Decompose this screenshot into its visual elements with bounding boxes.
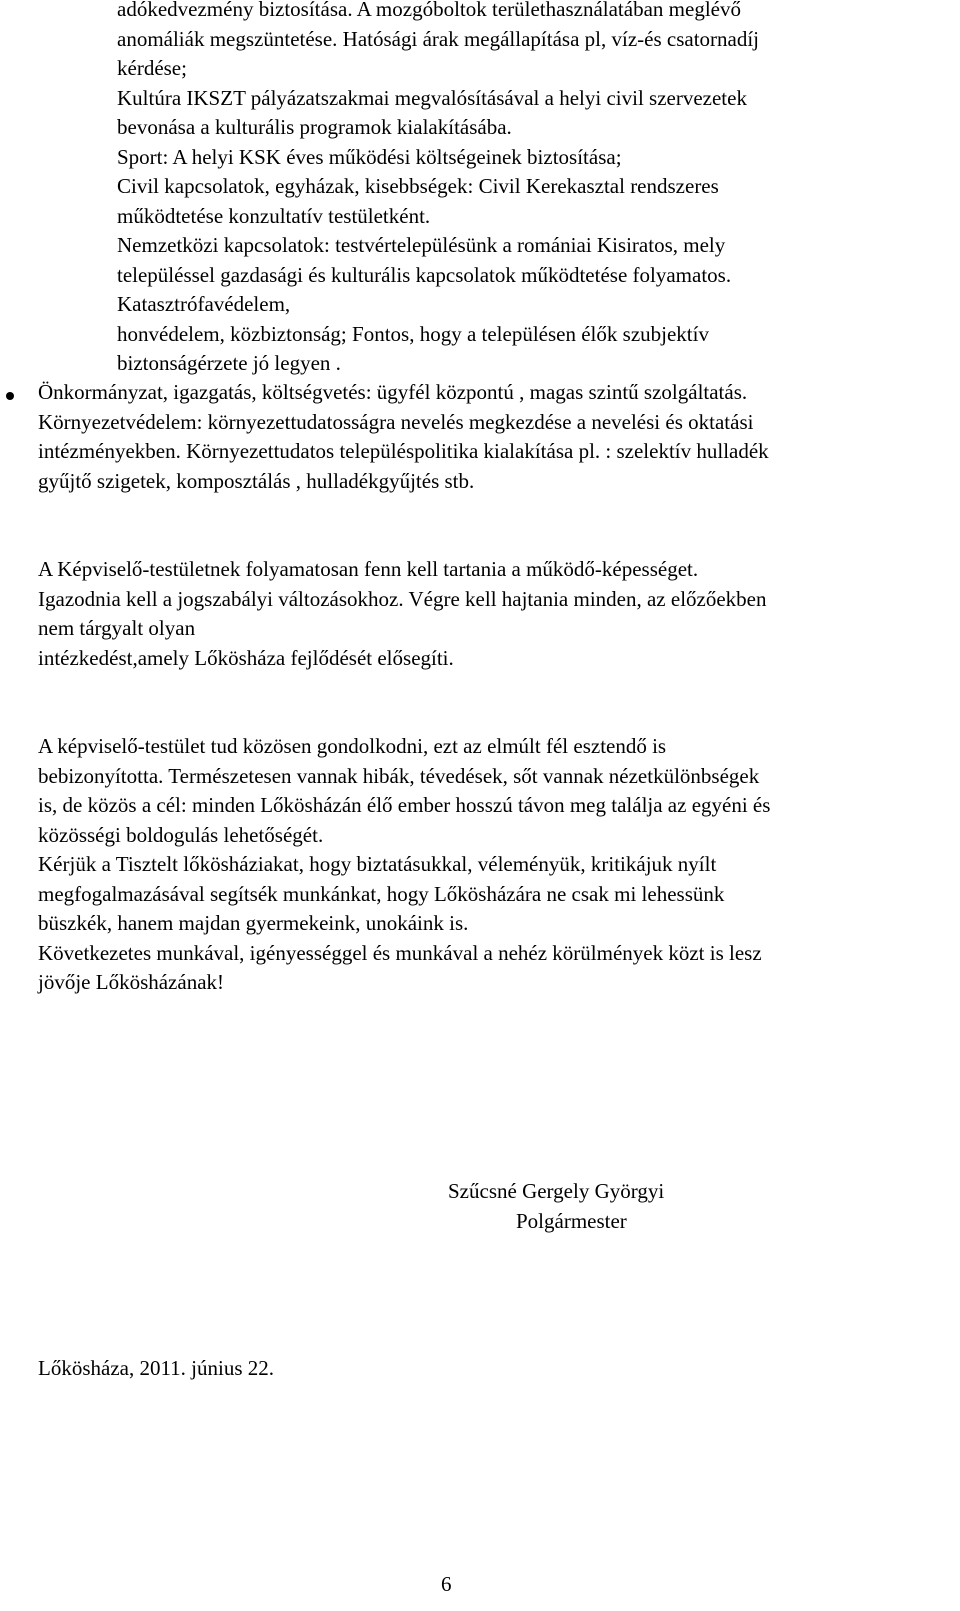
text-line: megfogalmazásával segítsék munkánkat, hogy Lőkösházára ne csak mi lehessünk bbox=[38, 882, 725, 906]
text-line: Katasztrófavédelem, bbox=[117, 292, 291, 316]
text-line: gyűjtő szigetek, komposztálás , hulladékgyűjtés stb. bbox=[38, 469, 475, 493]
text-line: nem tárgyalt olyan bbox=[38, 616, 196, 640]
text-line: anomáliák megszüntetése. Hatósági árak megállapítása pl, víz-és csatornadíj bbox=[117, 27, 760, 51]
text-line: Környezetvédelem: környezettudatosságra nevelés megkezdése a nevelési és oktatási bbox=[38, 410, 754, 434]
text-line: Igazodnia kell a jogszabályi változásokhoz. Végre kell hajtania minden, az előzőekben bbox=[38, 587, 767, 611]
place-date: Lőkösháza, 2011. június 22. bbox=[38, 1356, 275, 1380]
text-line: Következetes munkával, igényességgel és munkával a nehéz körülmények közt is lesz bbox=[38, 941, 762, 965]
text-line: is, de közös a cél: minden Lőkösházán élő ember hosszú távon meg találja az egyéni és bbox=[38, 793, 771, 817]
text-line: A Képviselő-testületnek folyamatosan fenn kell tartania a működő-képességet. bbox=[38, 557, 699, 581]
text-line: adókedvezmény biztosítása. A mozgóboltok területhasználatában meglévő bbox=[117, 0, 741, 21]
text-line: kérdése; bbox=[117, 56, 187, 80]
text-line: Kérjük a Tisztelt lőkösháziakat, hogy biztatásukkal, véleményük, kritikájuk nyílt bbox=[38, 852, 717, 876]
text-line: Kultúra IKSZT pályázatszakmai megvalósításával a helyi civil szervezetek bbox=[117, 86, 747, 110]
text-line: településsel gazdasági és kulturális kapcsolatok működtetése folyamatos. bbox=[117, 263, 732, 287]
text-line: Civil kapcsolatok, egyházak, kisebbségek: Civil Kerekasztal rendszeres bbox=[117, 174, 719, 198]
signatory-name: Szűcsné Gergely Györgyi bbox=[448, 1179, 665, 1203]
text-line: biztonságérzete jó legyen . bbox=[117, 351, 341, 375]
text-line: közösségi boldogulás lehetőségét. bbox=[38, 823, 324, 847]
text-line: működtetése konzultatív testületként. bbox=[117, 204, 431, 228]
text-line: A képviselő-testület tud közösen gondolkodni, ezt az elmúlt fél esztendő is bbox=[38, 734, 667, 758]
text-line: bevonása a kulturális programok kialakításába. bbox=[117, 115, 512, 139]
text-line: Nemzetközi kapcsolatok: testvértelepülésünk a romániai Kisiratos, mely bbox=[117, 233, 726, 257]
text-line: jövője Lőkösházának! bbox=[38, 970, 225, 994]
text-line: bebizonyította. Természetesen vannak hibák, tévedések, sőt vannak nézetkülönbségek bbox=[38, 764, 760, 788]
text-line: büszkék, hanem majdan gyermekeink, unokáink is. bbox=[38, 911, 469, 935]
signatory-title: Polgármester bbox=[516, 1209, 627, 1233]
text-line: Önkormányzat, igazgatás, költségvetés: ügyfél központú , magas szintű szolgáltatás. bbox=[38, 380, 748, 404]
text-line: Sport: A helyi KSK éves működési költségeinek biztosítása; bbox=[117, 145, 622, 169]
text-line: honvédelem, közbiztonság; Fontos, hogy a településen élők szubjektív bbox=[117, 322, 709, 346]
text-line: intézkedést,amely Lőkösháza fejlődését elősegíti. bbox=[38, 646, 454, 670]
text-line: intézményekben. Környezettudatos településpolitika kialakítása pl. : szelektív hulladék bbox=[38, 439, 769, 463]
page-number: 6 bbox=[441, 1572, 452, 1596]
bullet-icon bbox=[6, 392, 14, 400]
